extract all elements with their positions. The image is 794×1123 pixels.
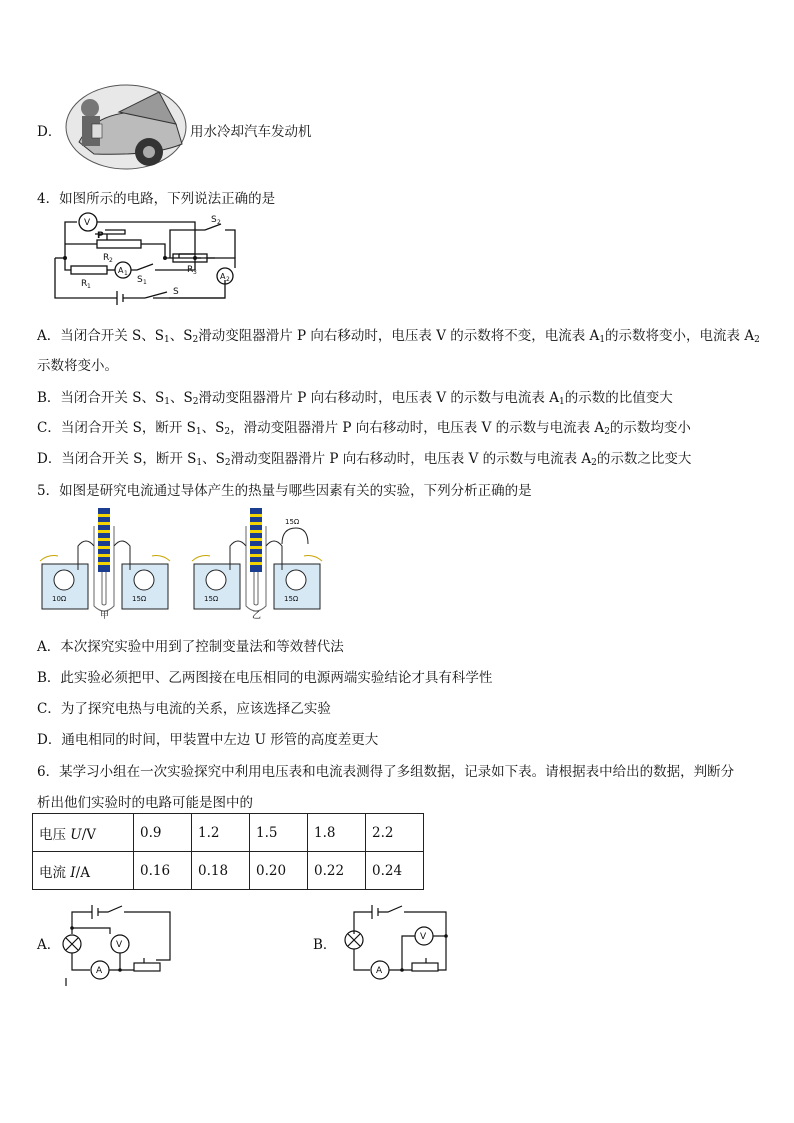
- q5-stem: 5．如图是研究电流通过导体产生的热量与哪些因素有关的实验，下列分析正确的是: [37, 483, 532, 499]
- q4-meter-a1-sub: 1: [124, 270, 128, 277]
- q4-meter-v: V: [84, 218, 91, 228]
- q6-stem-line1: 6．某学习小组在一次实验探究中利用电压表和电流表测得了多组数据，记录如下表。请根据表中给出的数据，判断分: [37, 764, 735, 780]
- table-cell: 2.2: [366, 814, 424, 852]
- q4-label-r1: R: [81, 279, 88, 289]
- q5-label-jia: 甲: [100, 611, 110, 621]
- table-cell: 1.5: [250, 814, 308, 852]
- q3-option-d-label: D．: [37, 124, 62, 140]
- q4-label-s2-sub: 2: [217, 219, 221, 226]
- q4-label-r3-sub: 3: [193, 269, 197, 276]
- car-engine-illustration: [64, 84, 194, 170]
- q6-option-a-circuit: [60, 900, 170, 985]
- table-header-current: 电流 I/A: [33, 852, 134, 890]
- q4-stem: 4．如图所示的电路，下列说法正确的是: [37, 191, 276, 207]
- q4-meter-a2-sub: 2: [226, 276, 230, 283]
- q5-option-c: C．为了探究电热与电流的关系，应该选择乙实验: [37, 701, 331, 717]
- table-cell: 0.20: [250, 852, 308, 890]
- q4-option-d: D．当闭合开关 S，断开 $S_1$、$S_2$滑动变阻器滑片 P 向右移动时，电压表 V 的示数与电流表 $A_2$的示数之比变大: [37, 451, 692, 468]
- table-cell: 0.16: [134, 852, 192, 890]
- q4-label-r1-sub: 1: [87, 283, 91, 290]
- q5-label-15ohm-b: 15Ω: [204, 595, 219, 603]
- q5-heating-experiment-diagram: [38, 506, 318, 621]
- q4-meter-a1: A: [118, 266, 124, 275]
- table-header-voltage: 电压 U/V: [33, 814, 134, 852]
- q4-option-a-line2: 示数将变小。: [37, 358, 118, 374]
- q5-option-a: A．本次探究实验中用到了控制变量法和等效替代法: [37, 639, 344, 655]
- q4-label-s1-sub: 1: [143, 279, 147, 286]
- q6-option-b-circuit: [340, 900, 450, 985]
- table-row-current: [33, 852, 424, 890]
- q4-meter-a2: A: [220, 272, 226, 281]
- q6-data-table: [32, 813, 424, 890]
- table-cell: 1.8: [308, 814, 366, 852]
- table-cell: 0.9: [134, 814, 192, 852]
- q5-label-15ohm-c: 15Ω: [284, 595, 299, 603]
- table-cell: 1.2: [192, 814, 250, 852]
- q4-label-r2-sub: 2: [109, 257, 113, 264]
- q4-label-s1: S: [137, 275, 143, 285]
- q5-option-b: B．此实验必须把甲、乙两图接在电压相同的电源两端实验结论才具有科学性: [37, 670, 493, 686]
- q4-option-a-line1: A．当闭合开关 S、$S_1$、$S_2$滑动变阻器滑片 P 向右移动时，电压表 V 的示数将不变，电流表 $A_1$的示数将变小，电流表 $A_2$: [37, 328, 760, 345]
- q5-option-d: D．通电相同的时间，甲装置中左边 U 形管的高度差更大: [37, 732, 379, 748]
- q4-label-p: P: [97, 231, 104, 241]
- q4-label-r2: R: [103, 253, 110, 263]
- table-cell: 0.18: [192, 852, 250, 890]
- q5-label-yi: 乙: [252, 611, 262, 621]
- q6-stem-line2: 析出他们实验时的电路可能是图中的: [37, 795, 253, 811]
- q3-option-d-text: 用水冷却汽车发动机: [190, 124, 312, 140]
- q6-b-meter-a: A: [376, 966, 383, 976]
- q4-option-b: B．当闭合开关 S、$S_1$、$S_2$滑动变阻器滑片 P 向右移动时，电压表 V 的示数与电流表 $A_1$的示数的比值变大: [37, 390, 673, 407]
- q4-option-c: C．当闭合开关 S，断开 $S_1$、$S_2$，滑动变阻器滑片 P 向右移动时，电压表 V 的示数与电流表 $A_2$的示数均变小: [37, 420, 691, 437]
- q6-a-meter-v: V: [116, 940, 123, 950]
- q4-label-s2: S: [211, 215, 217, 225]
- q4-circuit-diagram: [45, 210, 245, 305]
- q5-label-15ohm-top: 15Ω: [285, 518, 300, 526]
- table-cell: 0.24: [366, 852, 424, 890]
- table-row-voltage: [33, 814, 424, 852]
- table-cell: 0.22: [308, 852, 366, 890]
- q4-label-r3: R: [187, 265, 194, 275]
- q5-label-10ohm: 10Ω: [52, 595, 67, 603]
- q6-option-b-label: B．: [313, 937, 337, 953]
- q5-label-15ohm-a: 15Ω: [132, 595, 147, 603]
- q6-a-meter-a: A: [96, 966, 103, 976]
- q6-b-meter-v: V: [420, 932, 427, 942]
- q6-option-a-label: A．: [37, 937, 61, 953]
- q4-label-s: S: [173, 287, 179, 297]
